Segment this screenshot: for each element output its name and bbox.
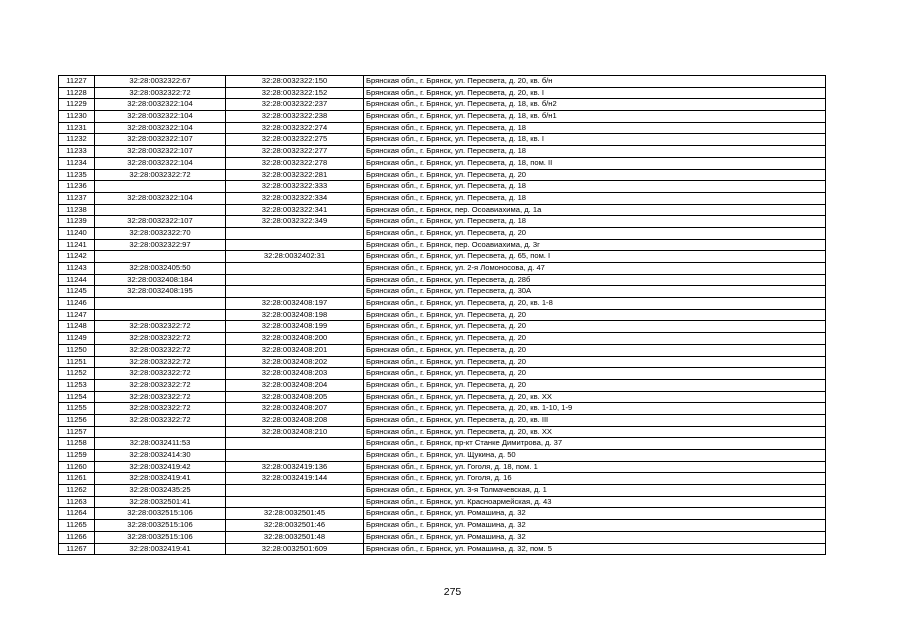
- building-cadastral-number-cell: 32:28:0032408:198: [226, 309, 364, 321]
- table-row: [59, 496, 826, 508]
- building-cadastral-number-cell: [226, 450, 364, 462]
- building-cadastral-number-cell: 32:28:0032408:202: [226, 356, 364, 368]
- building-cadastral-number-cell: 32:28:0032419:144: [226, 473, 364, 485]
- address-cell: Брянская обл., г. Брянск, ул. Пересвета, д. 18, кв. б/н2: [364, 99, 826, 111]
- address-cell: Брянская обл., г. Брянск, ул. Пересвета, д. 20: [364, 344, 826, 356]
- address-cell: Брянская обл., г. Брянск, ул. Пересвета, д. 20, кв. б/н: [364, 76, 826, 88]
- address-cell: Брянская обл., г. Брянск, ул. 3-я Толмачевская, д. 1: [364, 485, 826, 497]
- table-row: [59, 192, 826, 204]
- land-cadastral-number-cell: [95, 181, 226, 193]
- registry-table-body: [59, 76, 826, 555]
- building-cadastral-number-cell: 32:28:0032322:150: [226, 76, 364, 88]
- table-row: [59, 450, 826, 462]
- table-row: [59, 111, 826, 123]
- building-cadastral-number-cell: 32:28:0032408:203: [226, 368, 364, 380]
- address-cell: Брянская обл., г. Брянск, ул. Пересвета, д. 20: [364, 379, 826, 391]
- land-cadastral-number-cell: 32:28:0032322:70: [95, 227, 226, 239]
- row-number-cell: 11251: [59, 356, 95, 368]
- building-cadastral-number-cell: [226, 485, 364, 497]
- table-row: [59, 87, 826, 99]
- address-cell: Брянская обл., г. Брянск, ул. Пересвета, д. 20, кв. III: [364, 414, 826, 426]
- land-cadastral-number-cell: 32:28:0032515:106: [95, 520, 226, 532]
- table-row: [59, 181, 826, 193]
- address-cell: Брянская обл., г. Брянск, ул. Ромашина, д. 32: [364, 520, 826, 532]
- building-cadastral-number-cell: 32:28:0032322:341: [226, 204, 364, 216]
- row-number-cell: 11261: [59, 473, 95, 485]
- page-number: 275: [443, 586, 462, 598]
- table-row: [59, 227, 826, 239]
- table-row: [59, 473, 826, 485]
- land-cadastral-number-cell: 32:28:0032322:72: [95, 414, 226, 426]
- building-cadastral-number-cell: 32:28:0032408:197: [226, 298, 364, 310]
- row-number-cell: 11260: [59, 461, 95, 473]
- building-cadastral-number-cell: 32:28:0032322:349: [226, 216, 364, 228]
- address-cell: Брянская обл., г. Брянск, ул. Ромашина, д. 32: [364, 508, 826, 520]
- building-cadastral-number-cell: 32:28:0032501:46: [226, 520, 364, 532]
- building-cadastral-number-cell: [226, 263, 364, 275]
- building-cadastral-number-cell: 32:28:0032501:48: [226, 531, 364, 543]
- address-cell: Брянская обл., г. Брянск, пер. Осоавиахима, д. 1а: [364, 204, 826, 216]
- row-number-cell: 11238: [59, 204, 95, 216]
- building-cadastral-number-cell: 32:28:0032408:207: [226, 403, 364, 415]
- row-number-cell: 11237: [59, 192, 95, 204]
- table-row: [59, 239, 826, 251]
- row-number-cell: 11241: [59, 239, 95, 251]
- land-cadastral-number-cell: [95, 426, 226, 438]
- table-row: [59, 414, 826, 426]
- table-row: [59, 122, 826, 134]
- building-cadastral-number-cell: 32:28:0032408:200: [226, 333, 364, 345]
- table-row: [59, 368, 826, 380]
- row-number-cell: 11232: [59, 134, 95, 146]
- building-cadastral-number-cell: 32:28:0032322:275: [226, 134, 364, 146]
- row-number-cell: 11235: [59, 169, 95, 181]
- building-cadastral-number-cell: [226, 496, 364, 508]
- land-cadastral-number-cell: 32:28:0032322:72: [95, 403, 226, 415]
- row-number-cell: 11252: [59, 368, 95, 380]
- row-number-cell: 11255: [59, 403, 95, 415]
- row-number-cell: 11245: [59, 286, 95, 298]
- table-row: [59, 508, 826, 520]
- row-number-cell: 11257: [59, 426, 95, 438]
- building-cadastral-number-cell: 32:28:0032408:204: [226, 379, 364, 391]
- land-cadastral-number-cell: 32:28:0032419:41: [95, 473, 226, 485]
- address-cell: Брянская обл., г. Брянск, ул. Пересвета, д. 18: [364, 192, 826, 204]
- table-row: [59, 543, 826, 555]
- building-cadastral-number-cell: 32:28:0032322:152: [226, 87, 364, 99]
- row-number-cell: 11263: [59, 496, 95, 508]
- land-cadastral-number-cell: 32:28:0032322:104: [95, 157, 226, 169]
- row-number-cell: 11253: [59, 379, 95, 391]
- table-row: [59, 157, 826, 169]
- building-cadastral-number-cell: [226, 286, 364, 298]
- table-row: [59, 403, 826, 415]
- land-cadastral-number-cell: 32:28:0032411:53: [95, 438, 226, 450]
- land-cadastral-number-cell: 32:28:0032322:72: [95, 169, 226, 181]
- land-cadastral-number-cell: 32:28:0032322:72: [95, 356, 226, 368]
- building-cadastral-number-cell: 32:28:0032408:201: [226, 344, 364, 356]
- address-cell: Брянская обл., г. Брянск, ул. Пересвета, д. 18: [364, 181, 826, 193]
- building-cadastral-number-cell: 32:28:0032322:238: [226, 111, 364, 123]
- table-row: [59, 391, 826, 403]
- table-row: [59, 263, 826, 275]
- row-number-cell: 11230: [59, 111, 95, 123]
- table-row: [59, 286, 826, 298]
- building-cadastral-number-cell: 32:28:0032501:45: [226, 508, 364, 520]
- land-cadastral-number-cell: 32:28:0032414:30: [95, 450, 226, 462]
- land-cadastral-number-cell: 32:28:0032322:107: [95, 146, 226, 158]
- land-cadastral-number-cell: 32:28:0032322:72: [95, 333, 226, 345]
- address-cell: Брянская обл., г. Брянск, ул. Пересвета, д. 20, кв. I: [364, 87, 826, 99]
- table-row: [59, 99, 826, 111]
- land-cadastral-number-cell: 32:28:0032419:41: [95, 543, 226, 555]
- table-row: [59, 134, 826, 146]
- land-cadastral-number-cell: 32:28:0032408:195: [95, 286, 226, 298]
- row-number-cell: 11262: [59, 485, 95, 497]
- row-number-cell: 11267: [59, 543, 95, 555]
- land-cadastral-number-cell: [95, 204, 226, 216]
- address-cell: Брянская обл., г. Брянск, ул. Гоголя, д. 16: [364, 473, 826, 485]
- table-row: [59, 321, 826, 333]
- building-cadastral-number-cell: 32:28:0032402:31: [226, 251, 364, 263]
- address-cell: Брянская обл., г. Брянск, ул. Пересвета, д. 20: [364, 169, 826, 181]
- row-number-cell: 11250: [59, 344, 95, 356]
- row-number-cell: 11231: [59, 122, 95, 134]
- address-cell: Брянская обл., г. Брянск, ул. Ромашина, д. 32: [364, 531, 826, 543]
- row-number-cell: 11248: [59, 321, 95, 333]
- building-cadastral-number-cell: [226, 438, 364, 450]
- row-number-cell: 11254: [59, 391, 95, 403]
- land-cadastral-number-cell: 32:28:0032322:104: [95, 192, 226, 204]
- address-cell: Брянская обл., г. Брянск, ул. Ромашина, д. 32, пом. 5: [364, 543, 826, 555]
- row-number-cell: 11264: [59, 508, 95, 520]
- land-cadastral-number-cell: [95, 309, 226, 321]
- land-cadastral-number-cell: 32:28:0032322:107: [95, 134, 226, 146]
- address-cell: Брянская обл., г. Брянск, ул. Пересвета, д. 18, кв. б/н1: [364, 111, 826, 123]
- row-number-cell: 11229: [59, 99, 95, 111]
- building-cadastral-number-cell: 32:28:0032322:277: [226, 146, 364, 158]
- address-cell: Брянская обл., г. Брянск, ул. Гоголя, д. 18, пом. 1: [364, 461, 826, 473]
- land-cadastral-number-cell: 32:28:0032322:72: [95, 344, 226, 356]
- address-cell: Брянская обл., г. Брянск, ул. Пересвета, д. 20, кв. ХХ: [364, 391, 826, 403]
- row-number-cell: 11259: [59, 450, 95, 462]
- building-cadastral-number-cell: 32:28:0032501:609: [226, 543, 364, 555]
- building-cadastral-number-cell: [226, 239, 364, 251]
- table-row: [59, 379, 826, 391]
- address-cell: Брянская обл., г. Брянск, ул. Пересвета, д. 20: [364, 227, 826, 239]
- row-number-cell: 11256: [59, 414, 95, 426]
- address-cell: Брянская обл., г. Брянск, ул. Пересвета, д. 20, кв. 1-10, 1-9: [364, 403, 826, 415]
- land-cadastral-number-cell: 32:28:0032322:97: [95, 239, 226, 251]
- address-cell: Брянская обл., г. Брянск, ул. Пересвета, д. 20: [364, 321, 826, 333]
- row-number-cell: 11228: [59, 87, 95, 99]
- table-row: [59, 146, 826, 158]
- building-cadastral-number-cell: 32:28:0032322:281: [226, 169, 364, 181]
- land-cadastral-number-cell: 32:28:0032322:104: [95, 111, 226, 123]
- land-cadastral-number-cell: [95, 298, 226, 310]
- land-cadastral-number-cell: 32:28:0032322:104: [95, 99, 226, 111]
- row-number-cell: 11240: [59, 227, 95, 239]
- table-row: [59, 520, 826, 532]
- address-cell: Брянская обл., г. Брянск, ул. Пересвета, д. 20, кв. ХХ: [364, 426, 826, 438]
- address-cell: Брянская обл., г. Брянск, пер. Осоавиахима, д. 3г: [364, 239, 826, 251]
- table-row: [59, 461, 826, 473]
- table-row: [59, 216, 826, 228]
- row-number-cell: 11249: [59, 333, 95, 345]
- land-cadastral-number-cell: 32:28:0032322:107: [95, 216, 226, 228]
- building-cadastral-number-cell: 32:28:0032322:274: [226, 122, 364, 134]
- building-cadastral-number-cell: [226, 227, 364, 239]
- land-cadastral-number-cell: 32:28:0032322:72: [95, 391, 226, 403]
- address-cell: Брянская обл., г. Брянск, ул. Пересвета, д. 20: [364, 333, 826, 345]
- land-cadastral-number-cell: 32:28:0032501:41: [95, 496, 226, 508]
- land-cadastral-number-cell: 32:28:0032515:106: [95, 531, 226, 543]
- address-cell: Брянская обл., г. Брянск, ул. Пересвета, д. 18: [364, 216, 826, 228]
- building-cadastral-number-cell: 32:28:0032419:136: [226, 461, 364, 473]
- row-number-cell: 11234: [59, 157, 95, 169]
- address-cell: Брянская обл., г. Брянск, ул. Пересвета, д. 20: [364, 368, 826, 380]
- building-cadastral-number-cell: 32:28:0032408:208: [226, 414, 364, 426]
- address-cell: Брянская обл., г. Брянск, ул. Пересвета, д. 18, кв. I: [364, 134, 826, 146]
- table-row: [59, 309, 826, 321]
- land-cadastral-number-cell: 32:28:0032322:72: [95, 321, 226, 333]
- land-cadastral-number-cell: 32:28:0032419:42: [95, 461, 226, 473]
- land-cadastral-number-cell: 32:28:0032435:25: [95, 485, 226, 497]
- address-cell: Брянская обл., г. Брянск, ул. Пересвета, д. 30А: [364, 286, 826, 298]
- table-row: [59, 251, 826, 263]
- row-number-cell: 11247: [59, 309, 95, 321]
- address-cell: Брянская обл., г. Брянск, ул. Пересвета, д. 20, кв. 1-8: [364, 298, 826, 310]
- row-number-cell: 11258: [59, 438, 95, 450]
- land-cadastral-number-cell: [95, 251, 226, 263]
- land-cadastral-number-cell: 32:28:0032322:72: [95, 87, 226, 99]
- address-cell: Брянская обл., г. Брянск, ул. Пересвета, д. 18, пом. II: [364, 157, 826, 169]
- building-cadastral-number-cell: [226, 274, 364, 286]
- row-number-cell: 11233: [59, 146, 95, 158]
- address-cell: Брянская обл., г. Брянск, ул. Пересвета, д. 20: [364, 356, 826, 368]
- land-cadastral-number-cell: 32:28:0032322:72: [95, 368, 226, 380]
- table-row: [59, 344, 826, 356]
- table-row: [59, 298, 826, 310]
- table-row: [59, 485, 826, 497]
- table-row: [59, 356, 826, 368]
- row-number-cell: 11239: [59, 216, 95, 228]
- address-cell: Брянская обл., г. Брянск, ул. 2-я Ломоносова, д. 47: [364, 263, 826, 275]
- registry-table: [58, 75, 826, 555]
- row-number-cell: 11243: [59, 263, 95, 275]
- building-cadastral-number-cell: 32:28:0032322:278: [226, 157, 364, 169]
- address-cell: Брянская обл., г. Брянск, ул. Красноармейская, д. 43: [364, 496, 826, 508]
- table-row: [59, 531, 826, 543]
- address-cell: Брянская обл., г. Брянск, ул. Пересвета, д. 28б: [364, 274, 826, 286]
- land-cadastral-number-cell: 32:28:0032322:72: [95, 379, 226, 391]
- land-cadastral-number-cell: 32:28:0032322:104: [95, 122, 226, 134]
- table-row: [59, 204, 826, 216]
- row-number-cell: 11236: [59, 181, 95, 193]
- building-cadastral-number-cell: 32:28:0032322:333: [226, 181, 364, 193]
- address-cell: Брянская обл., г. Брянск, ул. Пересвета, д. 18: [364, 122, 826, 134]
- land-cadastral-number-cell: 32:28:0032322:67: [95, 76, 226, 88]
- address-cell: Брянская обл., г. Брянск, ул. Пересвета, д. 20: [364, 309, 826, 321]
- table-row: [59, 438, 826, 450]
- row-number-cell: 11227: [59, 76, 95, 88]
- land-cadastral-number-cell: 32:28:0032405:50: [95, 263, 226, 275]
- building-cadastral-number-cell: 32:28:0032408:205: [226, 391, 364, 403]
- row-number-cell: 11266: [59, 531, 95, 543]
- table-row: [59, 426, 826, 438]
- land-cadastral-number-cell: 32:28:0032408:184: [95, 274, 226, 286]
- table-row: [59, 169, 826, 181]
- address-cell: Брянская обл., г. Брянск, ул. Щукина, д. 50: [364, 450, 826, 462]
- building-cadastral-number-cell: 32:28:0032322:237: [226, 99, 364, 111]
- building-cadastral-number-cell: 32:28:0032408:210: [226, 426, 364, 438]
- land-cadastral-number-cell: 32:28:0032515:106: [95, 508, 226, 520]
- address-cell: Брянская обл., г. Брянск, ул. Пересвета, д. 65, пом. I: [364, 251, 826, 263]
- address-cell: Брянская обл., г. Брянск, ул. Пересвета, д. 18: [364, 146, 826, 158]
- building-cadastral-number-cell: 32:28:0032408:199: [226, 321, 364, 333]
- table-row: [59, 76, 826, 88]
- row-number-cell: 11242: [59, 251, 95, 263]
- address-cell: Брянская обл., г. Брянск, пр-кт Станке Димитрова, д. 37: [364, 438, 826, 450]
- building-cadastral-number-cell: 32:28:0032322:334: [226, 192, 364, 204]
- row-number-cell: 11265: [59, 520, 95, 532]
- row-number-cell: 11244: [59, 274, 95, 286]
- table-row: [59, 333, 826, 345]
- row-number-cell: 11246: [59, 298, 95, 310]
- table-row: [59, 274, 826, 286]
